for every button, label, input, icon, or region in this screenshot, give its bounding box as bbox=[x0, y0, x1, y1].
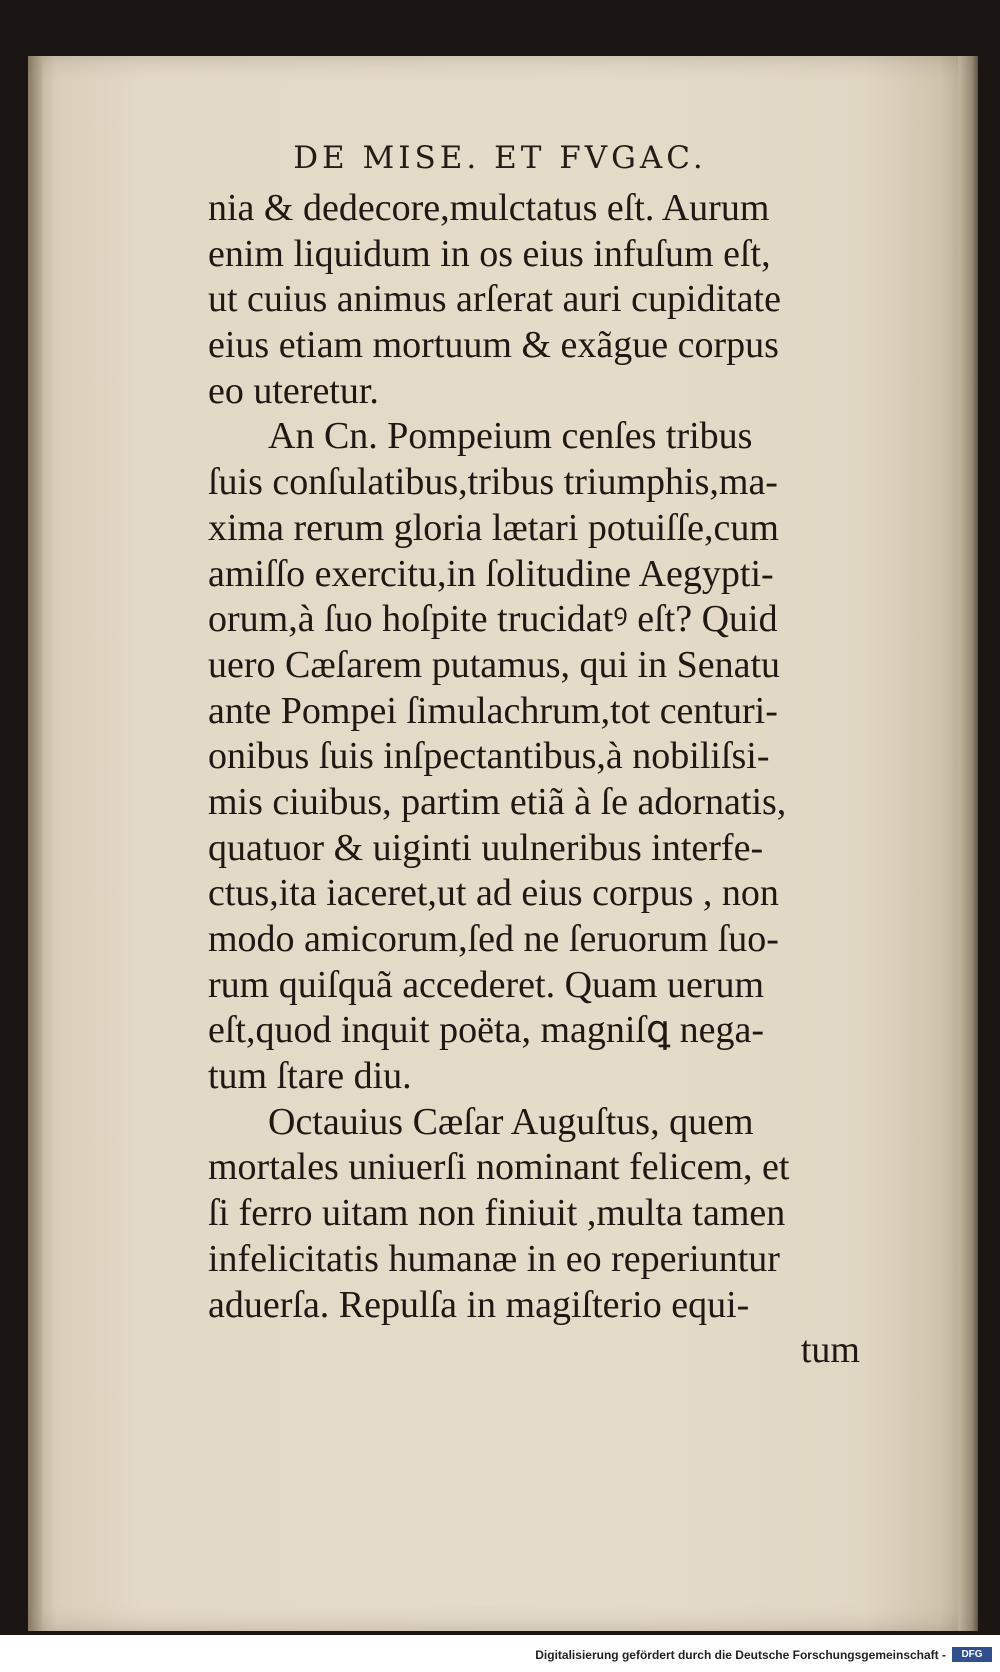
digitization-footer bbox=[0, 1645, 1000, 1665]
text-line-22: mortales uniuerſi nominant felicem, et bbox=[208, 1146, 790, 1189]
text-line-1: nia & dedecore,mulctatus eſt. Aurum bbox=[208, 187, 770, 229]
text-line-7: ſuis conſulatibus,tribus triumphis,ma- bbox=[208, 461, 778, 504]
text-line-3: ut cuius animus arſerat auri cupiditate bbox=[208, 278, 781, 321]
text-line-5: eo uteretur. bbox=[208, 369, 379, 412]
text-line-20: tum ſtare diu. bbox=[208, 1055, 412, 1098]
text-line-6: An Cn. Pompeium cenſes tribus bbox=[268, 415, 753, 458]
text-block bbox=[208, 186, 868, 1374]
running-head: DE MISE. ET FVGAC. bbox=[293, 140, 707, 176]
text-line-13: onibus ſuis inſpectantibus,à nobiliſsi- bbox=[208, 735, 770, 778]
text-line-8: xima rerum gloria lætari potuiſſe,cum bbox=[208, 506, 779, 549]
funding-notice: Digitalisierung gefördert durch die Deutsche Forschungsgemeinschaft - bbox=[535, 1648, 946, 1662]
page-gutter-shadow bbox=[28, 56, 42, 1631]
catchword: tum bbox=[800, 1329, 860, 1372]
text-line-15: quatuor & uiginti uulneribus interfe- bbox=[208, 826, 764, 869]
text-line-11: uero Cæſarem putamus, qui in Senatu bbox=[208, 643, 781, 686]
text-line-17: modo amicorum,ſed ne ſeruorum ſuo- bbox=[208, 918, 779, 960]
text-line-23: ſi ferro uitam non finiuit ,multa tamen bbox=[208, 1192, 786, 1235]
text-line-19: eſt,quod inquit poëta, magniſꝗ nega- bbox=[208, 1009, 764, 1052]
text-line-14: mis ciuibus, partim etiã à ſe adornatis, bbox=[208, 780, 787, 823]
text-line-10: orum,à ſuo hoſpite trucidatꝰ eſt? Quid bbox=[208, 598, 778, 641]
text-line-24: infelicitatis humanæ in eo reperiuntur bbox=[208, 1237, 780, 1280]
page-fore-edge bbox=[958, 56, 978, 1631]
text-line-12: ante Pompei ſimulachrum,tot centuri- bbox=[208, 689, 778, 732]
text-line-2: enim liquidum in os eius infuſum eſt, bbox=[208, 232, 771, 275]
text-line-25: aduerſa. Repulſa in magiſterio equi- bbox=[208, 1283, 750, 1326]
text-line-4: eius etiam mortuum & exãgue corpus bbox=[208, 324, 779, 367]
text-line-18: rum quiſquã accederet. Quam uerum bbox=[208, 963, 765, 1006]
text-line-21: Octauius Cæſar Auguſtus, quem bbox=[268, 1100, 754, 1143]
text-line-16: ctus,ita iaceret,ut ad eius corpus , non bbox=[208, 872, 779, 915]
text-line-9: amiſſo exercitu,in ſolitudine Aegypti- bbox=[208, 552, 774, 595]
dfg-logo-icon: DFG bbox=[952, 1647, 992, 1662]
